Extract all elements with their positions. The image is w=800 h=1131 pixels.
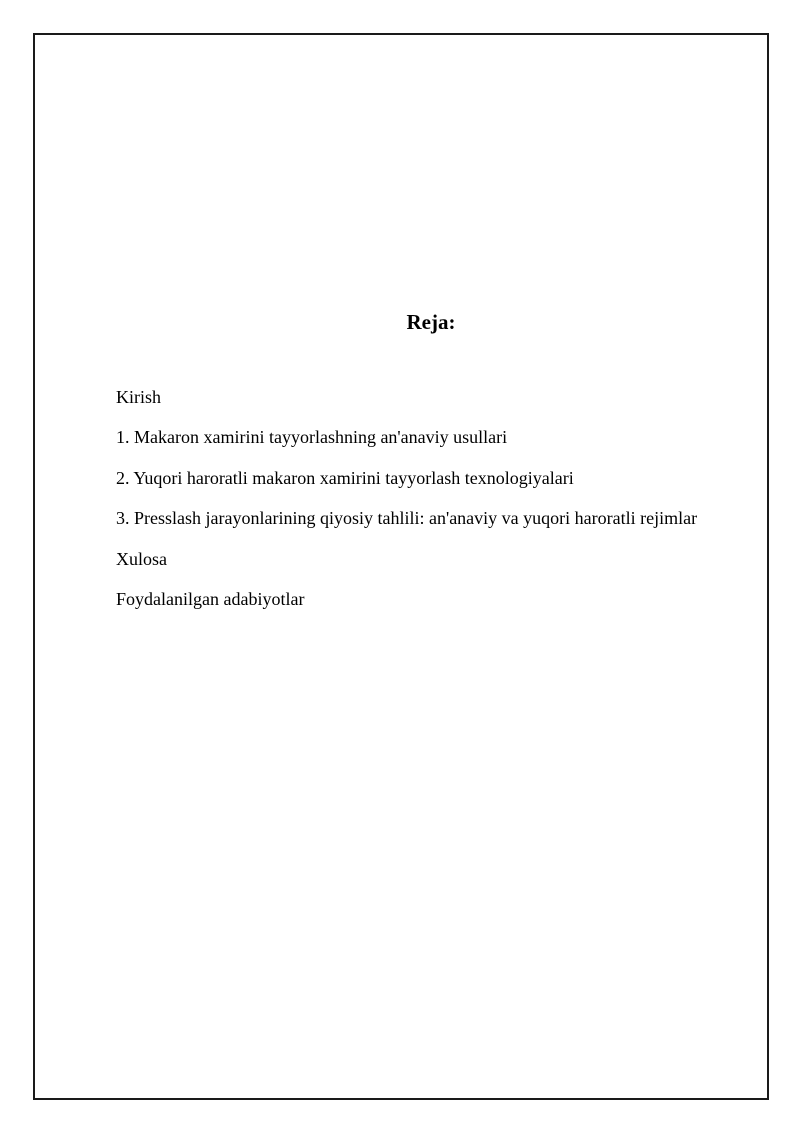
page-title: Reja:: [406, 310, 456, 334]
plan-item-intro: Kirish: [116, 387, 161, 407]
plan-item-2: 2. Yuqori haroratli makaron xamirini tayyorlash texnologiyalari: [116, 467, 574, 488]
plan-item-references: Foydalanilgan adabiyotlar: [116, 588, 305, 609]
page-border: [33, 33, 769, 1100]
plan-list: [116, 385, 697, 627]
plan-item-3: 3. Presslash jarayonlarining qiyosiy tahlili: an'anaviy va yuqori haroratli rejimlar: [116, 508, 698, 529]
plan-item-conclusion: Xulosa: [116, 548, 167, 569]
plan-item-1: 1. Makaron xamirini tayyorlashning an'anaviy usullari: [116, 427, 508, 448]
